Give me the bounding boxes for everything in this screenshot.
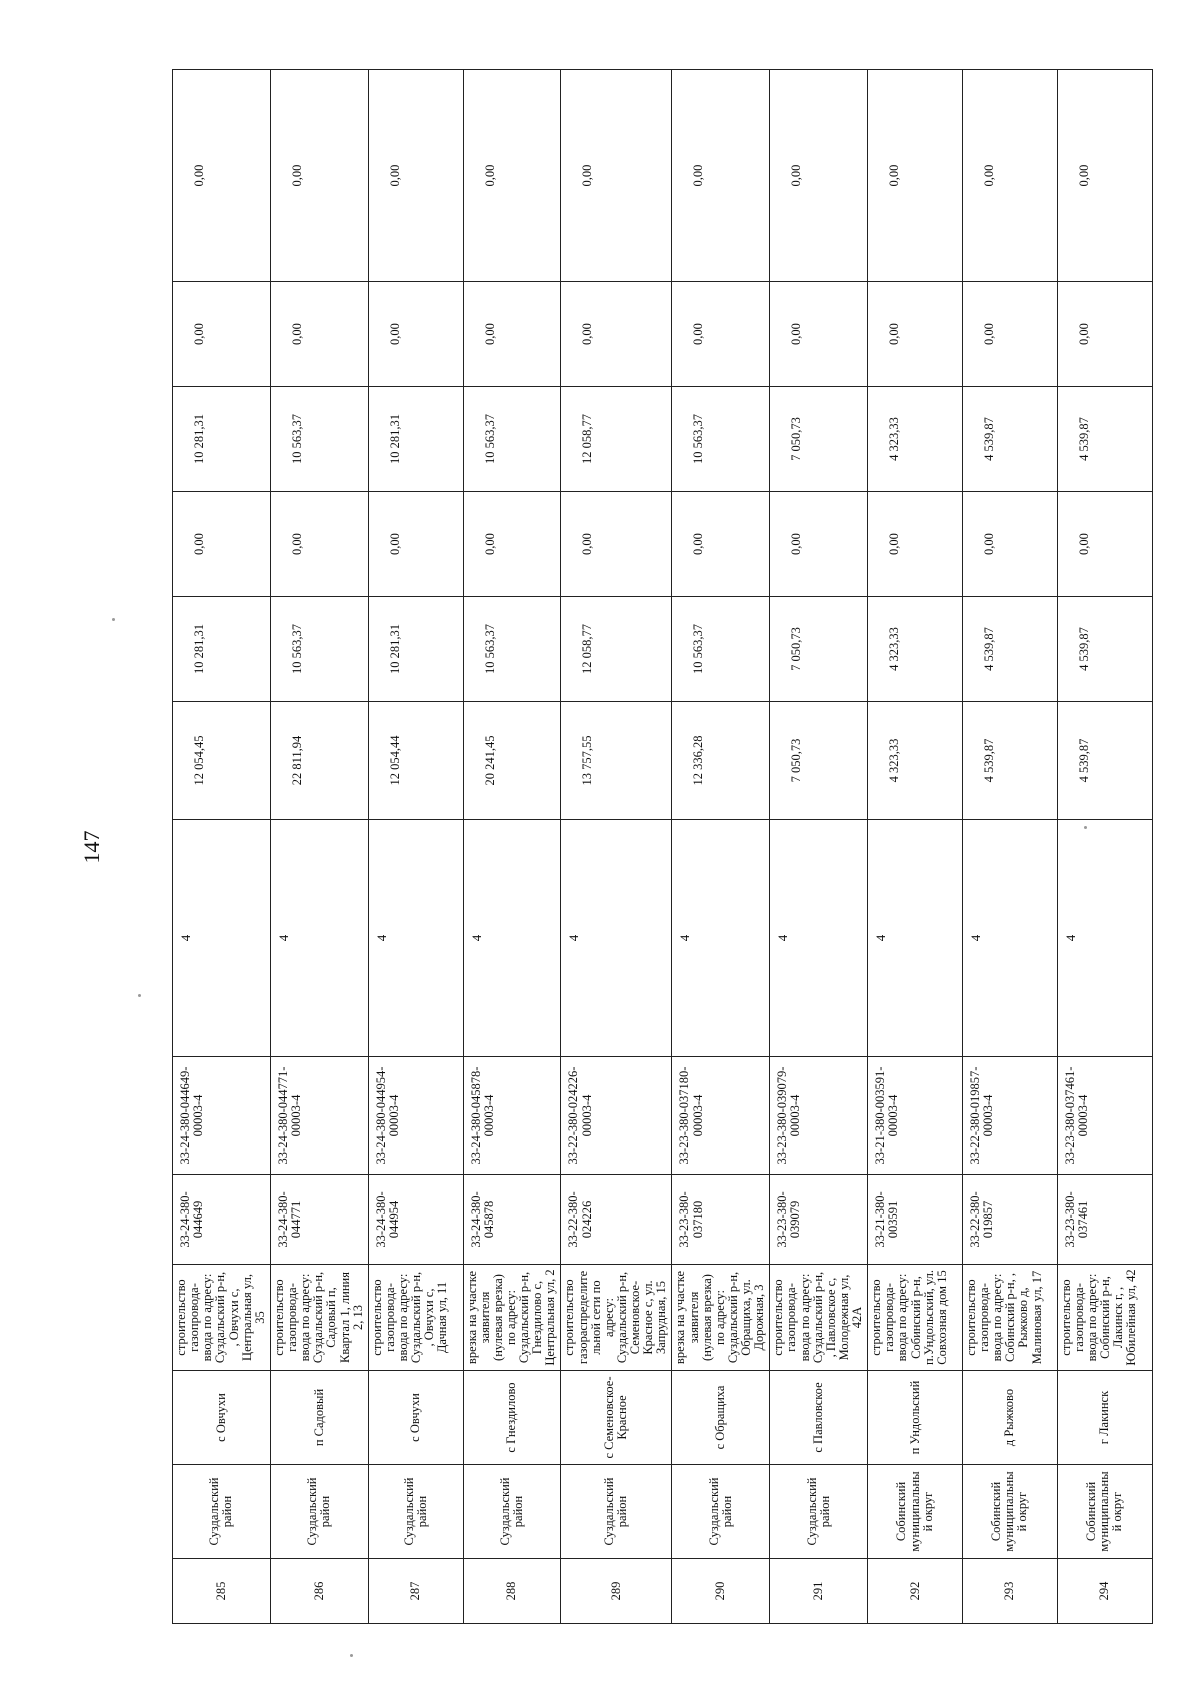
amount-cell-1: 4 539,87 — [1057, 702, 1152, 820]
application-id-cell: 33-22-380-019857-00003-4 — [962, 1057, 1057, 1175]
cadastral-number-cell: 33-24-380-044649 — [173, 1175, 271, 1265]
application-id-cell: 33-23-380-037180-00003-4 — [672, 1057, 770, 1175]
amount-cell-3: 0,00 — [770, 492, 868, 597]
locality-cell: п Садовый — [270, 1371, 368, 1465]
application-id-cell: 33-23-380-037461-00003-4 — [1057, 1057, 1152, 1175]
amount-cell-4: 10 281,31 — [173, 387, 271, 492]
row-number-cell: 292 — [868, 1559, 963, 1624]
district-cell: Суздальский район — [270, 1465, 368, 1559]
object-description-cell: врезка на участке заявителя (нулевая врезка) по адресу: Суздальский р-н, Обращиха, ул. Дорожная, 3 — [672, 1265, 770, 1371]
district-cell: Суздальский район — [463, 1465, 561, 1559]
amount-cell-2: 4 539,87 — [962, 597, 1057, 702]
cadastral-number-cell: 33-24-380-044771 — [270, 1175, 368, 1265]
amount-cell-2: 12 058,77 — [561, 597, 672, 702]
application-id-cell: 33-24-380-044649-00003-4 — [173, 1057, 271, 1175]
amount-cell-3: 0,00 — [962, 492, 1057, 597]
amount-cell-2: 10 563,37 — [463, 597, 561, 702]
category-cell: 4 — [770, 820, 868, 1057]
cadastral-number-cell: 33-24-380-044954 — [368, 1175, 463, 1265]
amount-cell-4: 10 563,37 — [270, 387, 368, 492]
amount-cell-4: 4 539,87 — [962, 387, 1057, 492]
locality-cell: с Семеновское-Красное — [561, 1371, 672, 1465]
category-cell: 4 — [561, 820, 672, 1057]
cadastral-number-cell: 33-22-380-019857 — [962, 1175, 1057, 1265]
amount-cell-6: 0,00 — [173, 70, 271, 282]
amount-cell-1: 12 054,44 — [368, 702, 463, 820]
amount-cell-5: 0,00 — [770, 282, 868, 387]
amount-cell-6: 0,00 — [270, 70, 368, 282]
amount-cell-2: 4 323,33 — [868, 597, 963, 702]
locality-cell: д Рыжково — [962, 1371, 1057, 1465]
cadastral-number-cell: 33-24-380-045878 — [463, 1175, 561, 1265]
locality-cell: с Овчухи — [173, 1371, 271, 1465]
locality-cell: п Ундольский — [868, 1371, 963, 1465]
registry-table-wrapper — [172, 70, 1139, 1624]
application-id-cell: 33-21-380-003591-00003-4 — [868, 1057, 963, 1175]
amount-cell-5: 0,00 — [463, 282, 561, 387]
application-id-cell: 33-24-380-045878-00003-4 — [463, 1057, 561, 1175]
amount-cell-3: 0,00 — [173, 492, 271, 597]
amount-cell-6: 0,00 — [368, 70, 463, 282]
amount-cell-1: 12 336,28 — [672, 702, 770, 820]
category-cell: 4 — [962, 820, 1057, 1057]
amount-cell-5: 0,00 — [962, 282, 1057, 387]
amount-cell-3: 0,00 — [463, 492, 561, 597]
page-number: 147 — [79, 830, 104, 864]
cadastral-number-cell: 33-21-380-003591 — [868, 1175, 963, 1265]
amount-cell-2: 10 281,31 — [368, 597, 463, 702]
amount-cell-1: 20 241,45 — [463, 702, 561, 820]
table-row — [770, 70, 868, 1624]
amount-cell-6: 0,00 — [868, 70, 963, 282]
object-description-cell: строительство газопровода-ввода по адресу: Собинский р-н, п.Ундольский, ул. Совхозная дом 15 — [868, 1265, 963, 1371]
object-description-cell: строительство газопровода-ввода по адресу: Собинский р-н, Лакинск г, , Юбилейная ул, 42 — [1057, 1265, 1152, 1371]
row-number-cell: 294 — [1057, 1559, 1152, 1624]
category-cell: 4 — [672, 820, 770, 1057]
district-cell: Суздальский район — [368, 1465, 463, 1559]
locality-cell: г Лакинск — [1057, 1371, 1152, 1465]
scan-speck — [112, 618, 115, 621]
amount-cell-4: 12 058,77 — [561, 387, 672, 492]
category-cell: 4 — [368, 820, 463, 1057]
amount-cell-5: 0,00 — [1057, 282, 1152, 387]
amount-cell-2: 10 281,31 — [173, 597, 271, 702]
amount-cell-5: 0,00 — [368, 282, 463, 387]
category-cell: 4 — [1057, 820, 1152, 1057]
amount-cell-3: 0,00 — [270, 492, 368, 597]
category-cell: 4 — [173, 820, 271, 1057]
amount-cell-3: 0,00 — [672, 492, 770, 597]
table-row — [463, 70, 561, 1624]
district-cell: Суздальский район — [770, 1465, 868, 1559]
amount-cell-1: 13 757,55 — [561, 702, 672, 820]
amount-cell-1: 22 811,94 — [270, 702, 368, 820]
amount-cell-4: 4 539,87 — [1057, 387, 1152, 492]
amount-cell-5: 0,00 — [270, 282, 368, 387]
application-id-cell: 33-24-380-044954-00003-4 — [368, 1057, 463, 1175]
row-number-cell: 291 — [770, 1559, 868, 1624]
amount-cell-6: 0,00 — [962, 70, 1057, 282]
object-description-cell: строительство газопровода-ввода по адресу: Суздальский р-н, Садовый п, Квартал 1, линия 2, 13 — [270, 1265, 368, 1371]
row-number-cell: 290 — [672, 1559, 770, 1624]
table-row — [1057, 70, 1152, 1624]
district-cell: Суздальский район — [672, 1465, 770, 1559]
amount-cell-4: 10 563,37 — [672, 387, 770, 492]
amount-cell-5: 0,00 — [173, 282, 271, 387]
amount-cell-4: 4 323,33 — [868, 387, 963, 492]
application-id-cell: 33-23-380-039079-00003-4 — [770, 1057, 868, 1175]
registry-table — [172, 69, 1153, 1624]
cadastral-number-cell: 33-23-380-039079 — [770, 1175, 868, 1265]
district-cell: Собинский муниципальный округ — [962, 1465, 1057, 1559]
amount-cell-6: 0,00 — [463, 70, 561, 282]
district-cell: Собинский муниципальный округ — [868, 1465, 963, 1559]
amount-cell-1: 7 050,73 — [770, 702, 868, 820]
scan-speck — [350, 1654, 353, 1657]
cadastral-number-cell: 33-23-380-037180 — [672, 1175, 770, 1265]
object-description-cell: строительство газопровода-ввода по адресу: Суздальский р-н, , Павловское с, Молодежная ул, 42А — [770, 1265, 868, 1371]
amount-cell-3: 0,00 — [868, 492, 963, 597]
amount-cell-2: 10 563,37 — [270, 597, 368, 702]
row-number-cell: 293 — [962, 1559, 1057, 1624]
amount-cell-4: 7 050,73 — [770, 387, 868, 492]
table-row — [868, 70, 963, 1624]
category-cell: 4 — [463, 820, 561, 1057]
district-cell: Собинский муниципальный округ — [1057, 1465, 1152, 1559]
table-row — [270, 70, 368, 1624]
scan-speck — [1084, 826, 1087, 829]
amount-cell-4: 10 281,31 — [368, 387, 463, 492]
amount-cell-2: 10 563,37 — [672, 597, 770, 702]
amount-cell-3: 0,00 — [368, 492, 463, 597]
amount-cell-1: 12 054,45 — [173, 702, 271, 820]
object-description-cell: строительство газопровода-ввода по адресу: Суздальский р-н, , Овчухи с, Дачная ул, 11 — [368, 1265, 463, 1371]
amount-cell-1: 4 539,87 — [962, 702, 1057, 820]
locality-cell: с Обращиха — [672, 1371, 770, 1465]
amount-cell-2: 4 539,87 — [1057, 597, 1152, 702]
object-description-cell: врезка на участке заявителя (нулевая врезка) по адресу: Суздальский р-н, Гнездилово с, Центральная ул, 2 — [463, 1265, 561, 1371]
row-number-cell: 287 — [368, 1559, 463, 1624]
amount-cell-6: 0,00 — [672, 70, 770, 282]
application-id-cell: 33-24-380-044771-00003-4 — [270, 1057, 368, 1175]
row-number-cell: 286 — [270, 1559, 368, 1624]
amount-cell-3: 0,00 — [1057, 492, 1152, 597]
amount-cell-6: 0,00 — [1057, 70, 1152, 282]
amount-cell-3: 0,00 — [561, 492, 672, 597]
amount-cell-4: 10 563,37 — [463, 387, 561, 492]
table-row — [672, 70, 770, 1624]
object-description-cell: строительство газопровода-ввода по адресу: Собинский р-н, , Рыжково д, Малиновая ул, 17 — [962, 1265, 1057, 1371]
locality-cell: с Гнездилово — [463, 1371, 561, 1465]
object-description-cell: строительство газопровода-ввода по адресу: Суздальский р-н, , Овчухи с, Центральная ул, 35 — [173, 1265, 271, 1371]
district-cell: Суздальский район — [561, 1465, 672, 1559]
amount-cell-5: 0,00 — [561, 282, 672, 387]
locality-cell: с Овчухи — [368, 1371, 463, 1465]
amount-cell-1: 4 323,33 — [868, 702, 963, 820]
amount-cell-6: 0,00 — [561, 70, 672, 282]
amount-cell-2: 7 050,73 — [770, 597, 868, 702]
row-number-cell: 289 — [561, 1559, 672, 1624]
amount-cell-5: 0,00 — [672, 282, 770, 387]
table-row — [173, 70, 271, 1624]
cadastral-number-cell: 33-22-380-024226 — [561, 1175, 672, 1265]
scan-speck — [138, 994, 141, 997]
table-row — [368, 70, 463, 1624]
table-row — [962, 70, 1057, 1624]
object-description-cell: строительство газораспределительной сети по адресу: Суздальский р-н, Семеновское-Красное с, ул. Запрудная, 15 — [561, 1265, 672, 1371]
row-number-cell: 288 — [463, 1559, 561, 1624]
table-row — [561, 70, 672, 1624]
category-cell: 4 — [270, 820, 368, 1057]
row-number-cell: 285 — [173, 1559, 271, 1624]
district-cell: Суздальский район — [173, 1465, 271, 1559]
locality-cell: с Павловское — [770, 1371, 868, 1465]
cadastral-number-cell: 33-23-380-037461 — [1057, 1175, 1152, 1265]
amount-cell-5: 0,00 — [868, 282, 963, 387]
amount-cell-6: 0,00 — [770, 70, 868, 282]
application-id-cell: 33-22-380-024226-00003-4 — [561, 1057, 672, 1175]
category-cell: 4 — [868, 820, 963, 1057]
